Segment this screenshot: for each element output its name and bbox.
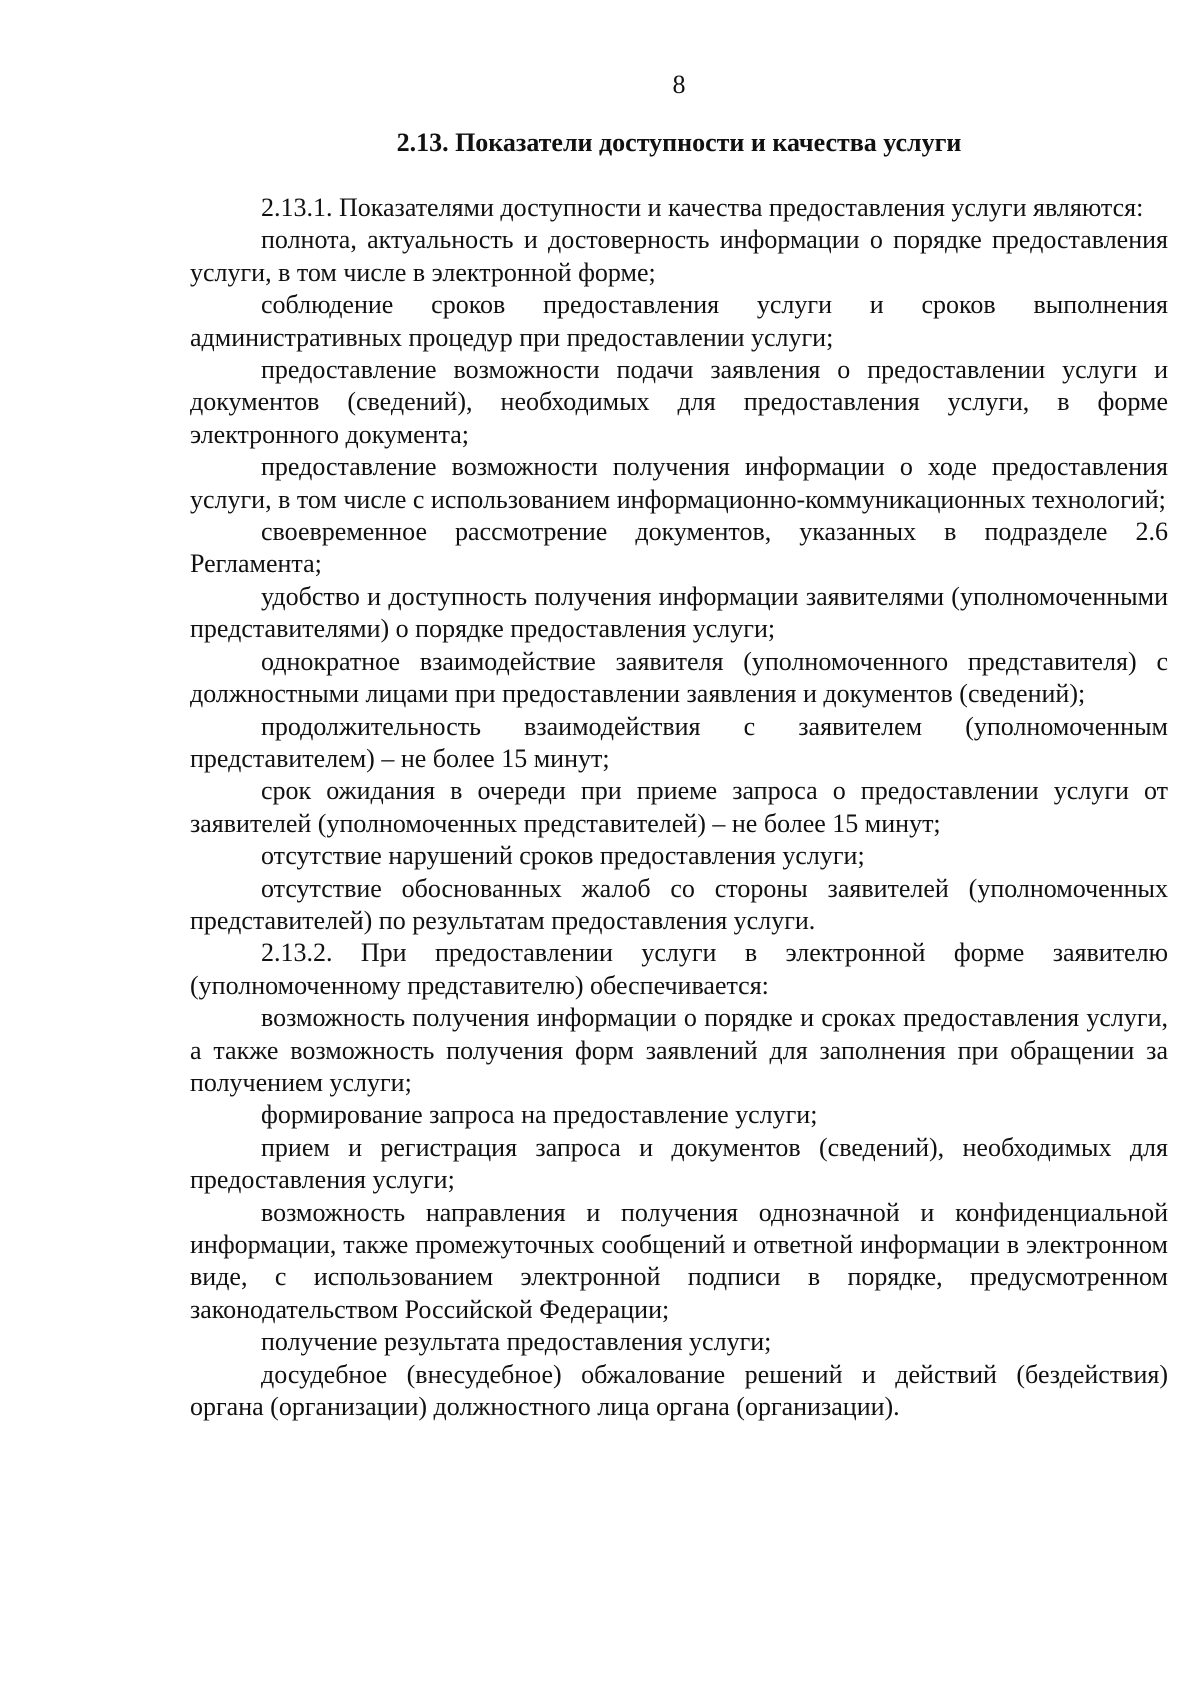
- page-number: 8: [672, 70, 686, 99]
- paragraph-2-13-1: 2.13.1. Показателями доступности и качества предоставления услуги являются:: [261, 193, 1144, 222]
- paragraph: удобство и доступность получения информации заявителями (уполномоченными представителями) о порядке предоставления услуги;: [190, 581, 1168, 644]
- section-body: [190, 192, 1168, 1423]
- paragraph: однократное взаимодействие заявителя (уполномоченного представителя) с должностными лицами при предоставлении заявления и документов (сведений);: [190, 646, 1168, 709]
- paragraph: отсутствие обоснованных жалоб со стороны заявителей (уполномоченных представителей) по результатам предоставления услуги.: [190, 873, 1168, 935]
- paragraph: формирование запроса на предоставление услуги;: [261, 1100, 818, 1130]
- paragraph: отсутствие нарушений сроков предоставления услуги;: [261, 841, 865, 871]
- paragraph: своевременное рассмотрение документов, указанных в подразделе 2.6 Регламента;: [190, 517, 1168, 579]
- paragraph: продолжительность взаимодействия с заявителем (уполномоченным представителем) – не более 15 минут;: [190, 711, 1168, 773]
- paragraph: возможность направления и получения однозначной и конфиденциальной информации, также промежуточных сообщений и ответной информации в электронном виде, с использованием электронной подписи в порядке, предусмотренном законодательством Российской Федерации;: [190, 1197, 1168, 1324]
- paragraph: возможность получения информации о порядке и сроках предоставления услуги, а также возможность получения форм заявлений для заполнения при обращении за получением услуги;: [190, 1003, 1168, 1097]
- paragraph: получение результата предоставления услуги;: [261, 1327, 772, 1357]
- paragraph: досудебное (внесудебное) обжалование решений и действий (бездействия) органа (организации) должностного лица органа (организации).: [190, 1359, 1168, 1422]
- paragraph: предоставление возможности получения информации о ходе предоставления услуги, в том числе с использованием информационно-коммуникационных технологий;: [190, 452, 1168, 514]
- paragraph: срок ожидания в очереди при приеме запроса о предоставлении услуги от заявителей (уполномоченных представителей) – не более 15 минут;: [190, 776, 1168, 838]
- paragraph-2-13-2: 2.13.2. При предоставлении услуги в электронной форме заявителю (уполномоченному представителю) обеспечивается:: [190, 938, 1168, 1000]
- paragraph: соблюдение сроков предоставления услуги и сроков выполнения административных процедур при предоставлении услуги;: [190, 290, 1168, 352]
- paragraph: полнота, актуальность и достоверность информации о порядке предоставления услуги, в том числе в электронной форме;: [190, 225, 1168, 287]
- paragraph: прием и регистрация запроса и документов (сведений), необходимых для предоставления услуги;: [190, 1132, 1168, 1195]
- document-page: [190, 70, 1168, 1423]
- section-title: 2.13. Показатели доступности и качества услуги: [396, 128, 962, 157]
- paragraph: предоставление возможности подачи заявления о предоставлении услуги и документов (сведений), необходимых для предоставления услуги, в форме электронного документа;: [190, 355, 1168, 449]
